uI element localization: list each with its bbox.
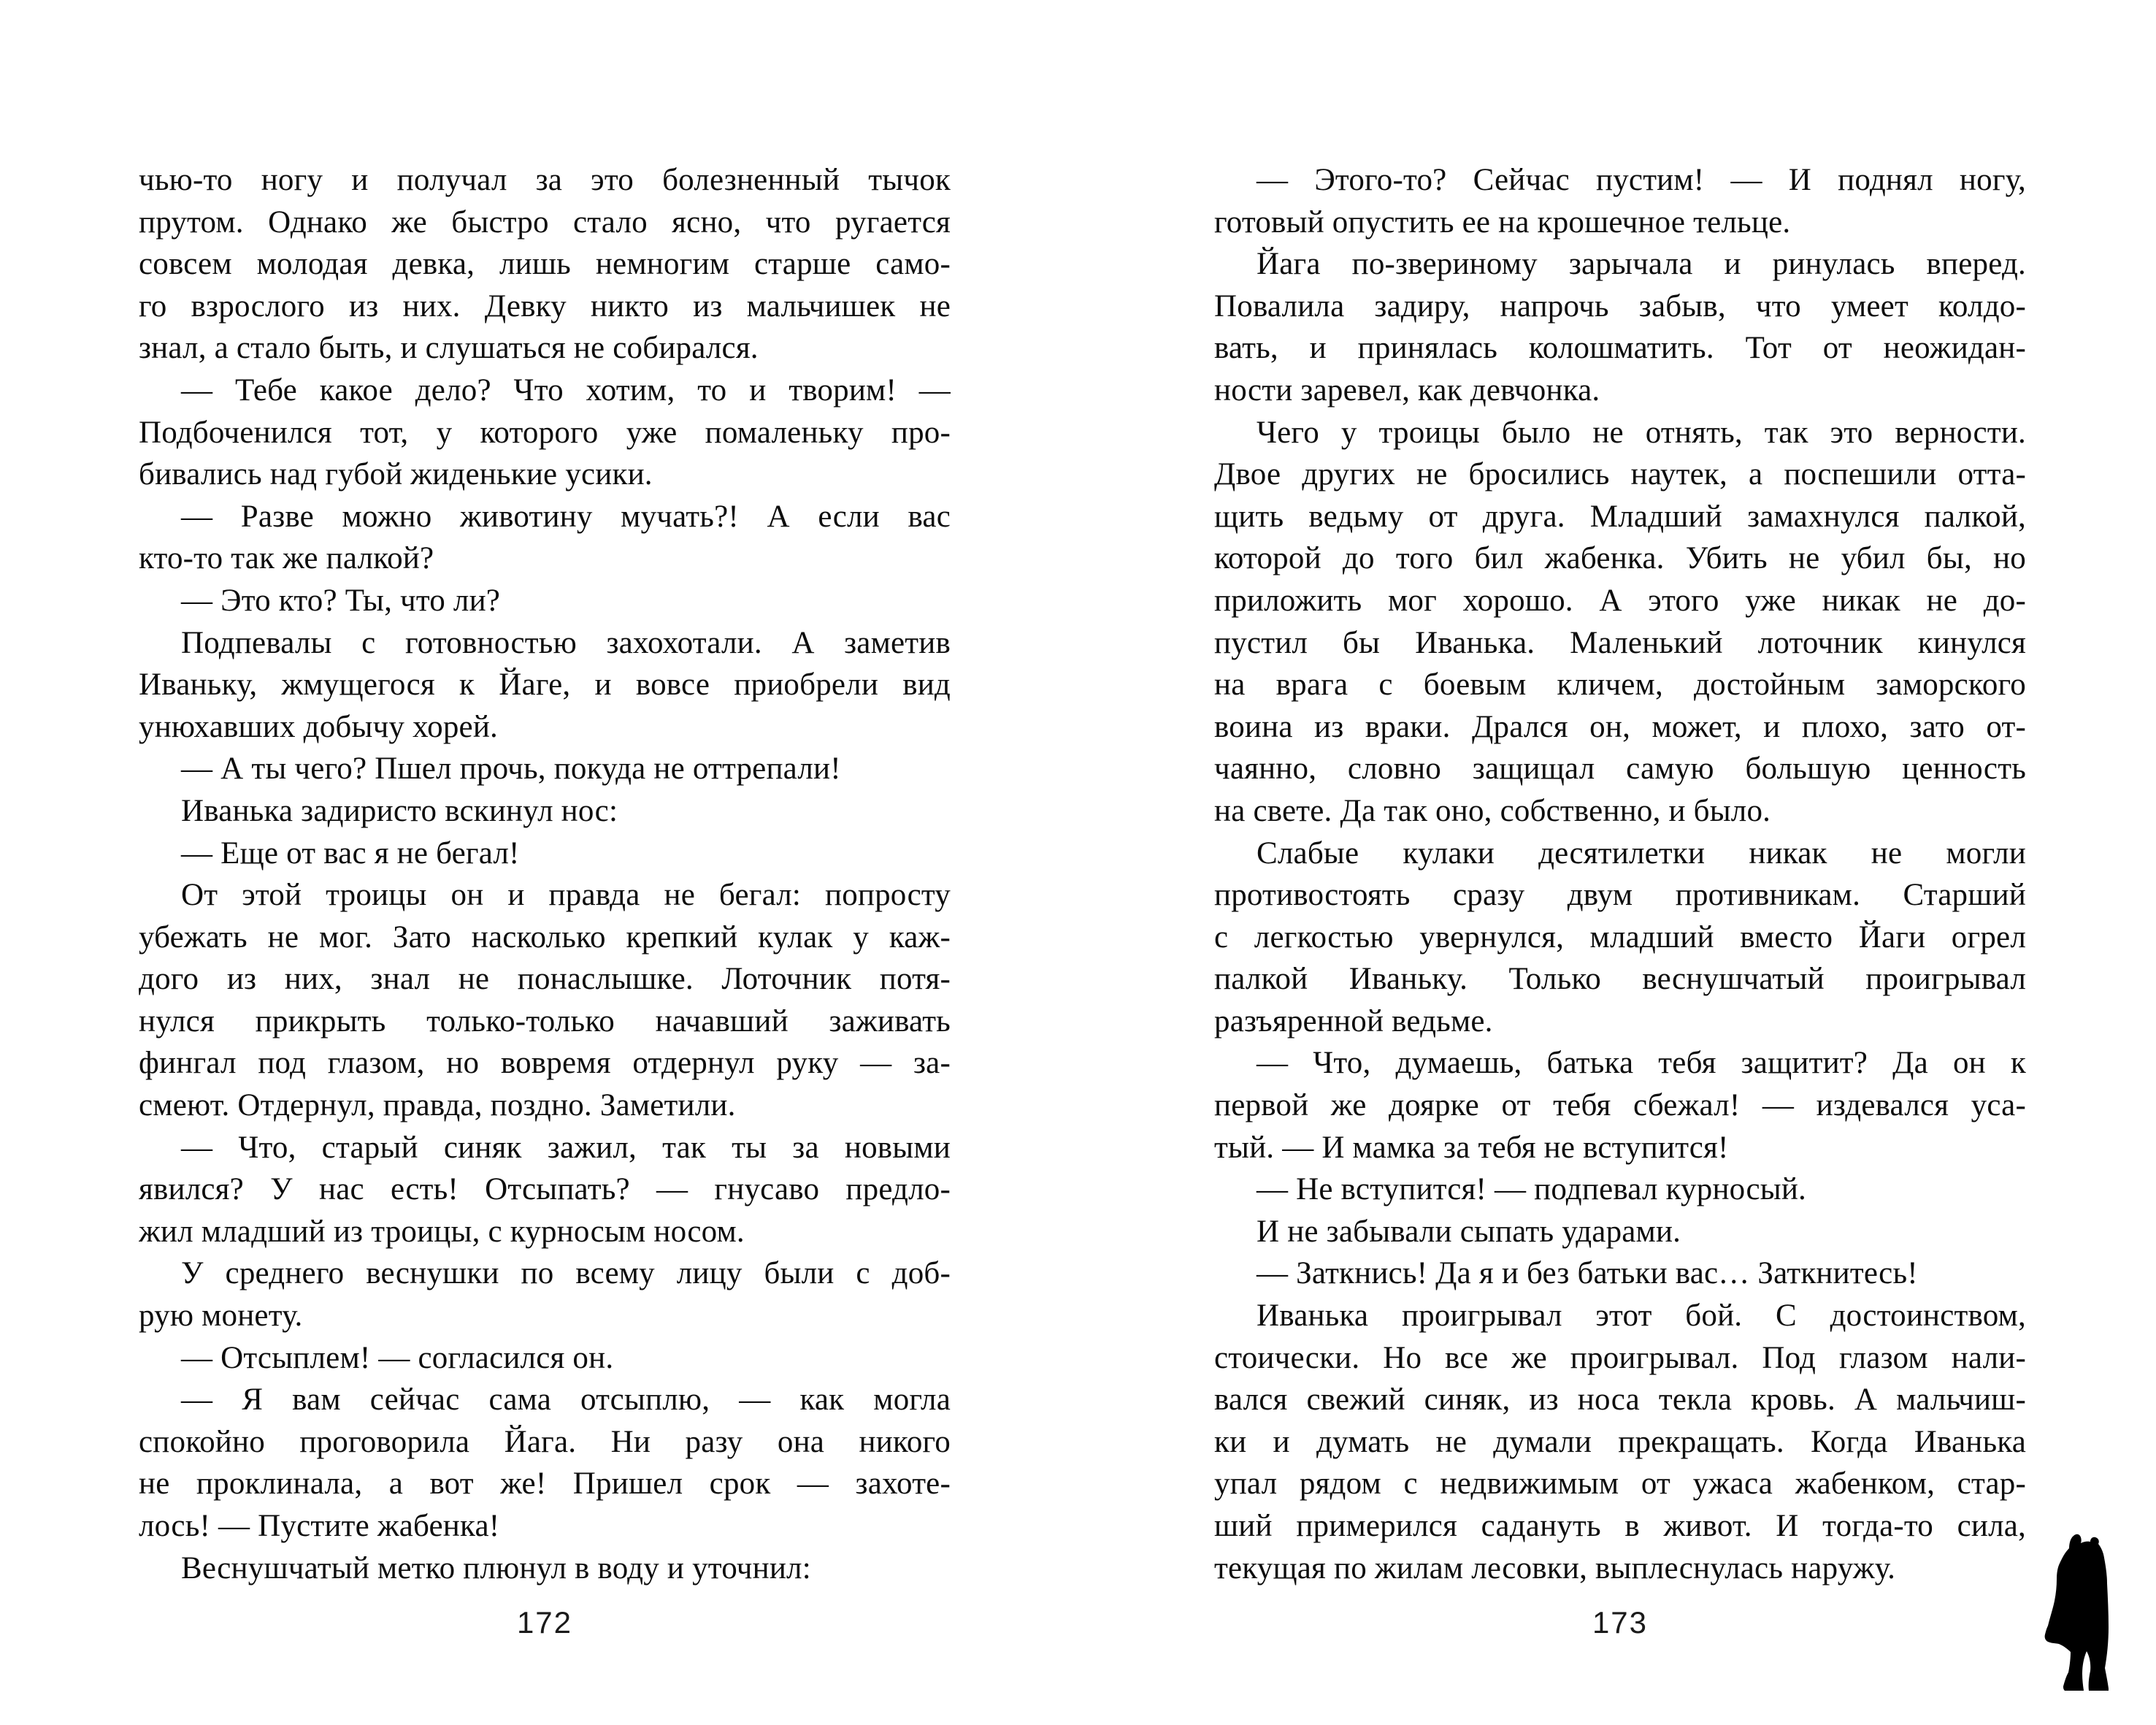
text-line: унюхавших добычу хорей. xyxy=(139,709,498,744)
text-line: ности заревел, как девчонка. xyxy=(1214,372,1600,408)
text-line: ки и думать не думали прекращать. Когда Иванька xyxy=(1214,1424,2026,1459)
text-line: Иванька проигрывал этот бой. С достоинством, xyxy=(1257,1298,2026,1334)
text-line: вался свежий синяк, из носа текла кровь. А мальчиш- xyxy=(1214,1382,2026,1418)
text-line: бивались над губой жиденькие усики. xyxy=(139,457,653,492)
text-line: — Заткнись! Да я и без батьки вас… Заткнитесь! xyxy=(1257,1256,1918,1291)
text-line: с легкостью увернулся, младший вместо Йаги огрел xyxy=(1214,919,2026,955)
text-line: вать, и принялась колошматить. Тот от неожидан- xyxy=(1214,331,2026,366)
text-line: — Не вступится! — подпевал курносый. xyxy=(1257,1172,1806,1207)
text-line: Веснушчатый метко плюнул в воду и уточнил: xyxy=(181,1550,811,1586)
text-line: — А ты чего? Пшел прочь, покуда не оттрепали! xyxy=(181,751,841,787)
text-line: фингал под глазом, но вовремя отдернул руку — за- xyxy=(139,1046,951,1081)
text-line: первой же доярке от тебя сбежал! — издевался уса- xyxy=(1214,1088,2026,1123)
text-line: жил младший из троицы, с курносым носом. xyxy=(139,1214,745,1249)
text-line: лось! — Пустите жабенка! xyxy=(139,1509,500,1543)
text-line: прутом. Однако же быстро стало ясно, что ругается xyxy=(139,204,951,240)
page-right-number: 173 xyxy=(1592,1605,1649,1640)
text-line: чью-то ногу и получал за это болезненный тычок xyxy=(139,163,951,197)
text-line: Слабые кулаки десятилетки никак не могли xyxy=(1257,835,2026,871)
text-line: чаянно, словно защищал самую большую ценность xyxy=(1214,751,2026,787)
bear-icon xyxy=(2044,1534,2109,1691)
text-line: воина из враки. Дрался он, может, и плохо, зато от- xyxy=(1214,709,2026,744)
text-line: — Еще от вас я не бегал! xyxy=(181,835,520,871)
text-line: — Что, думаешь, батька тебя защитит? Да он к xyxy=(1257,1046,2026,1081)
text-line: спокойно проговорила Йага. Ни разу она никого xyxy=(139,1424,951,1459)
text-line: палкой Иваньку. Только веснушчатый проигрывал xyxy=(1214,962,2026,997)
text-line: щить ведьму от друга. Младший замахнулся палкой, xyxy=(1214,499,2026,534)
text-line: тый. — И мамка за тебя не вступится! xyxy=(1214,1130,1729,1165)
text-line: не проклинала, а вот же! Пришел срок — захоте- xyxy=(139,1466,951,1502)
text-line: И не забывали сыпать ударами. xyxy=(1257,1214,1681,1249)
text-line: — Разве можно животину мучать?! А если вас xyxy=(181,499,951,534)
page-left-number: 172 xyxy=(516,1605,573,1640)
text-line: Подпевалы с готовностью захохотали. А заметив xyxy=(181,625,951,660)
page-left-text-column xyxy=(139,159,951,1589)
text-line: Повалила задиру, напрочь забыв, что умеет колдо- xyxy=(1214,288,2026,324)
text-line: нулся прикрыть только-только начавший заживать xyxy=(139,1003,951,1039)
text-line: упал рядом с недвижимым от ужаса жабенком, стар- xyxy=(1214,1466,2026,1502)
text-line: на врага с боевым кличем, достойным заморского xyxy=(1214,668,2026,703)
text-line: — Я вам сейчас сама отсыплю, — как могла xyxy=(181,1382,951,1418)
text-line: разъяренной ведьме. xyxy=(1214,1003,1493,1039)
text-line: От этой троицы он и правда не бегал: попросту xyxy=(181,878,951,913)
text-line: — Тебе какое дело? Что хотим, то и творим! — xyxy=(181,372,951,408)
text-line: У среднего веснушки по всему лицу были с доб- xyxy=(181,1256,951,1291)
text-line: — Это кто? Ты, что ли? xyxy=(181,583,501,618)
text-line: Иваньку, жмущегося к Йаге, и вовсе приобрели вид xyxy=(139,668,951,703)
text-line: — Что, старый синяк зажил, так ты за новыми xyxy=(181,1130,951,1165)
text-line: смеют. Отдернул, правда, поздно. Заметили. xyxy=(139,1088,736,1123)
text-line: рую монету. xyxy=(139,1298,303,1334)
text-line: готовый опустить ее на крошечное тельце. xyxy=(1214,204,1791,240)
text-line: Йага по-звериному зарычала и ринулась вперед. xyxy=(1257,247,2026,282)
text-line: совсем молодая девка, лишь немногим старше само- xyxy=(139,247,951,282)
text-line: ший примерился садануть в живот. И тогда-то сила, xyxy=(1214,1509,2026,1543)
text-line: приложить мог хорошо. А этого уже никак не до- xyxy=(1214,583,2026,618)
page-right-text-column xyxy=(1214,159,2026,1589)
text-line: Двое других не бросились наутек, а поспешили отта- xyxy=(1214,457,2026,492)
text-line: которой до того бил жабенка. Убить не убил бы, но xyxy=(1214,541,2026,576)
text-line: Иванька задиристо вскинул нос: xyxy=(181,793,618,828)
text-line: — Этого-то? Сейчас пустим! — И поднял ногу, xyxy=(1257,163,2026,197)
text-line: знал, а стало быть, и слушаться не собирался. xyxy=(139,331,759,366)
text-line: го взрослого из них. Девку никто из мальчишек не xyxy=(139,288,951,324)
text-line: пустил бы Иванька. Маленький лоточник кинулся xyxy=(1214,625,2026,660)
text-line: дого из них, знал не понаслышке. Лоточник потя- xyxy=(139,962,951,997)
text-line: — Отсыплем! — согласился он. xyxy=(181,1340,614,1375)
text-line: Чего у троицы было не отнять, так это верности. xyxy=(1257,415,2026,450)
text-line: явился? У нас есть! Отсыпать? — гнусаво предло- xyxy=(139,1172,951,1207)
text-line: убежать не мог. Зато насколько крепкий кулак у каж- xyxy=(139,919,951,955)
text-line: текущая по жилам лесовки, выплеснулась наружу. xyxy=(1214,1550,1896,1586)
text-line: противостоять сразу двум противникам. Старший xyxy=(1214,878,2026,913)
text-line: Подбоченился тот, у которого уже помаленьку про- xyxy=(139,415,951,450)
text-line: стоически. Но все же проигрывал. Под глазом нали- xyxy=(1214,1340,2026,1375)
text-line: кто-то так же палкой? xyxy=(139,541,434,576)
text-line: на свете. Да так оно, собственно, и было. xyxy=(1214,793,1771,828)
